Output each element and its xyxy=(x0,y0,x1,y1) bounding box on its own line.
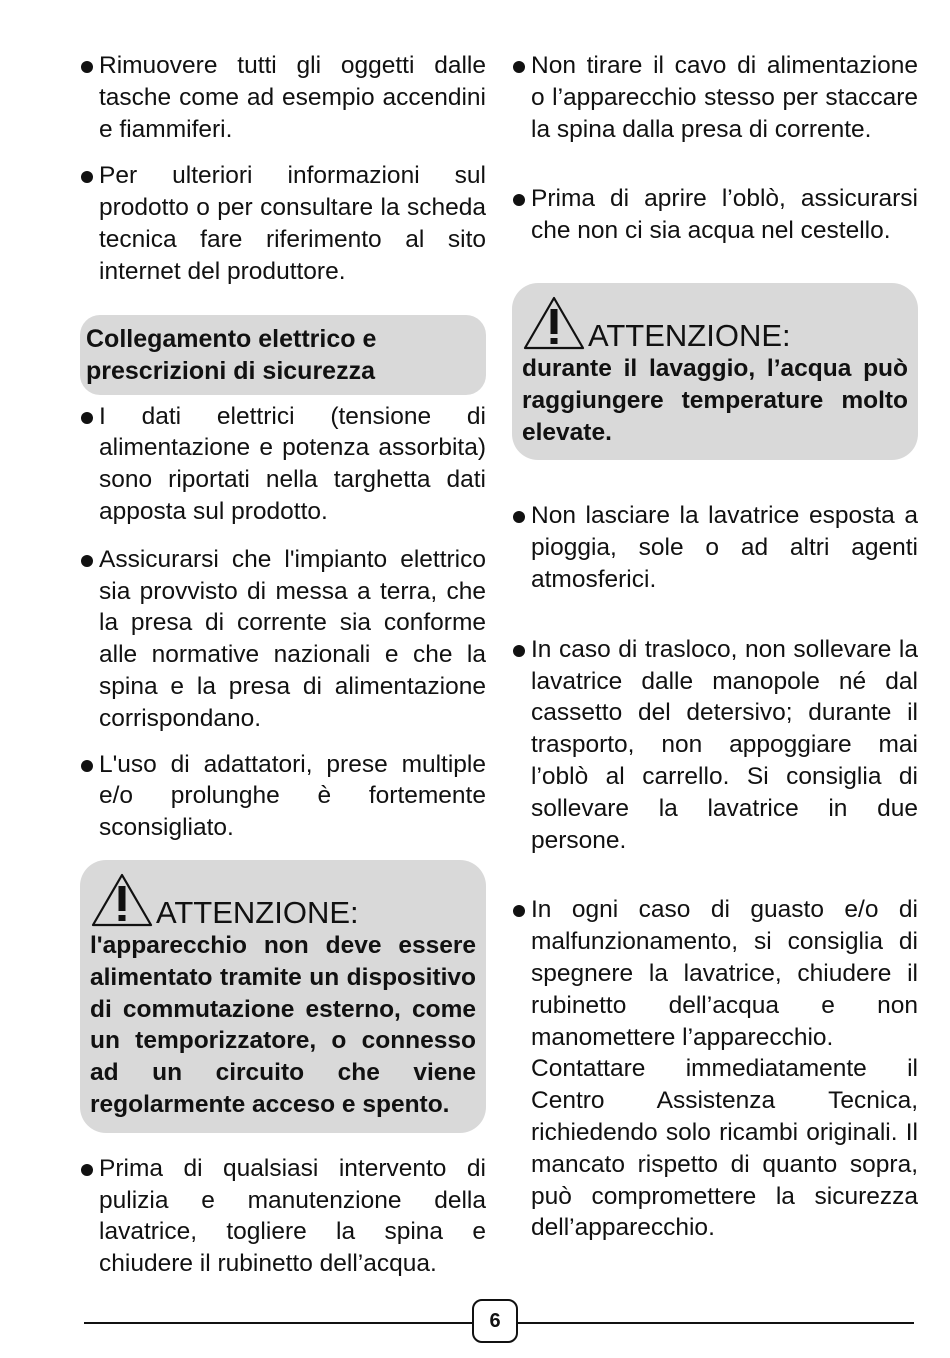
bullet-weather: Non lasciare la lavatrice esposta a pioggia, sole o ad altri agenti atmosferici. xyxy=(512,500,918,595)
warning-text: l'apparecchio non deve essere alimentato tramite un dispositivo di commutazione esterno, come un temporizzatore, o connesso ad un circuito che viene regolarmente acceso e spento. xyxy=(90,931,476,1118)
bullet-open-door: Prima di aprire l’oblò, assicurarsi che non ci sia acqua nel cestello. xyxy=(512,183,918,247)
malfunction-paragraph-2: Contattare immediatamente il Centro Assistenza Tecnica, richiedendo solo ricambi originali. Il mancato rispetto di quanto sopra, può compromettere la sicurezza dell’apparecchio. xyxy=(531,1055,918,1242)
footer-rule-right xyxy=(518,1322,914,1324)
warning-title: ATTENZIONE: xyxy=(156,894,359,930)
bullet-malfunction xyxy=(512,894,918,1244)
bullet-remove-objects: Rimuovere tutti gli oggetti dalle tasche come ad esempio accendini e fiammiferi. xyxy=(80,50,486,145)
warning-text: durante il lavaggio, l’acqua può raggiungere temperature molto elevate. xyxy=(522,354,908,446)
warning-title: ATTENZIONE: xyxy=(588,317,791,353)
warning-box-temperature xyxy=(512,283,918,460)
bullet-more-info: Per ulteriori informazioni sul prodotto o per consultare la scheda tecnica fare riferimento al sito internet del produttore. xyxy=(80,160,486,287)
right-column xyxy=(512,48,918,1244)
section-heading-electrical: Collegamento elettrico e prescrizioni di sicurezza xyxy=(80,315,486,395)
bullet-adapters: L'uso di adattatori, prese multiple e/o prolunghe è fortemente sconsigliato. xyxy=(80,749,486,844)
footer-rule-left xyxy=(84,1322,472,1324)
bullet-grounding: Assicurarsi che l'impianto elettrico sia provvisto di messa a terra, che la presa di corrente sia conforme alle normative nazionali e che la spina e la presa di alimentazione corrispondano. xyxy=(80,544,486,735)
bullet-before-cleaning: Prima di qualsiasi intervento di pulizia e manutenzione della lavatrice, togliere la spina e chiudere il rubinetto dell’acqua. xyxy=(80,1153,486,1280)
malfunction-paragraph-1: In ogni caso di guasto e/o di malfunzionamento, si consiglia di spegnere la lavatrice, chiudere il rubinetto dell’acqua e non manomettere l’apparecchio. xyxy=(531,896,918,1051)
warning-header xyxy=(522,293,908,351)
warning-box-switching xyxy=(80,860,486,1133)
bullet-electrical-data: I dati elettrici (tensione di alimentazione e potenza assorbita) sono riportati nella targhetta dati apposta sul prodotto. xyxy=(80,401,486,528)
bullet-moving: In caso di trasloco, non sollevare la lavatrice dalle manopole né dal cassetto del detersivo; durante il trasporto, non appoggiare mai l’oblò al carrello. Si consiglia di sollevare la lavatrice in due persone. xyxy=(512,634,918,857)
left-column xyxy=(80,48,486,1280)
warning-triangle-icon xyxy=(90,872,154,928)
warning-header xyxy=(90,870,476,928)
bullet-do-not-pull-cable: Non tirare il cavo di alimentazione o l’apparecchio stesso per staccare la spina dalla presa di corrente. xyxy=(512,50,918,145)
warning-triangle-icon xyxy=(522,295,586,351)
page-number: 6 xyxy=(472,1299,518,1343)
